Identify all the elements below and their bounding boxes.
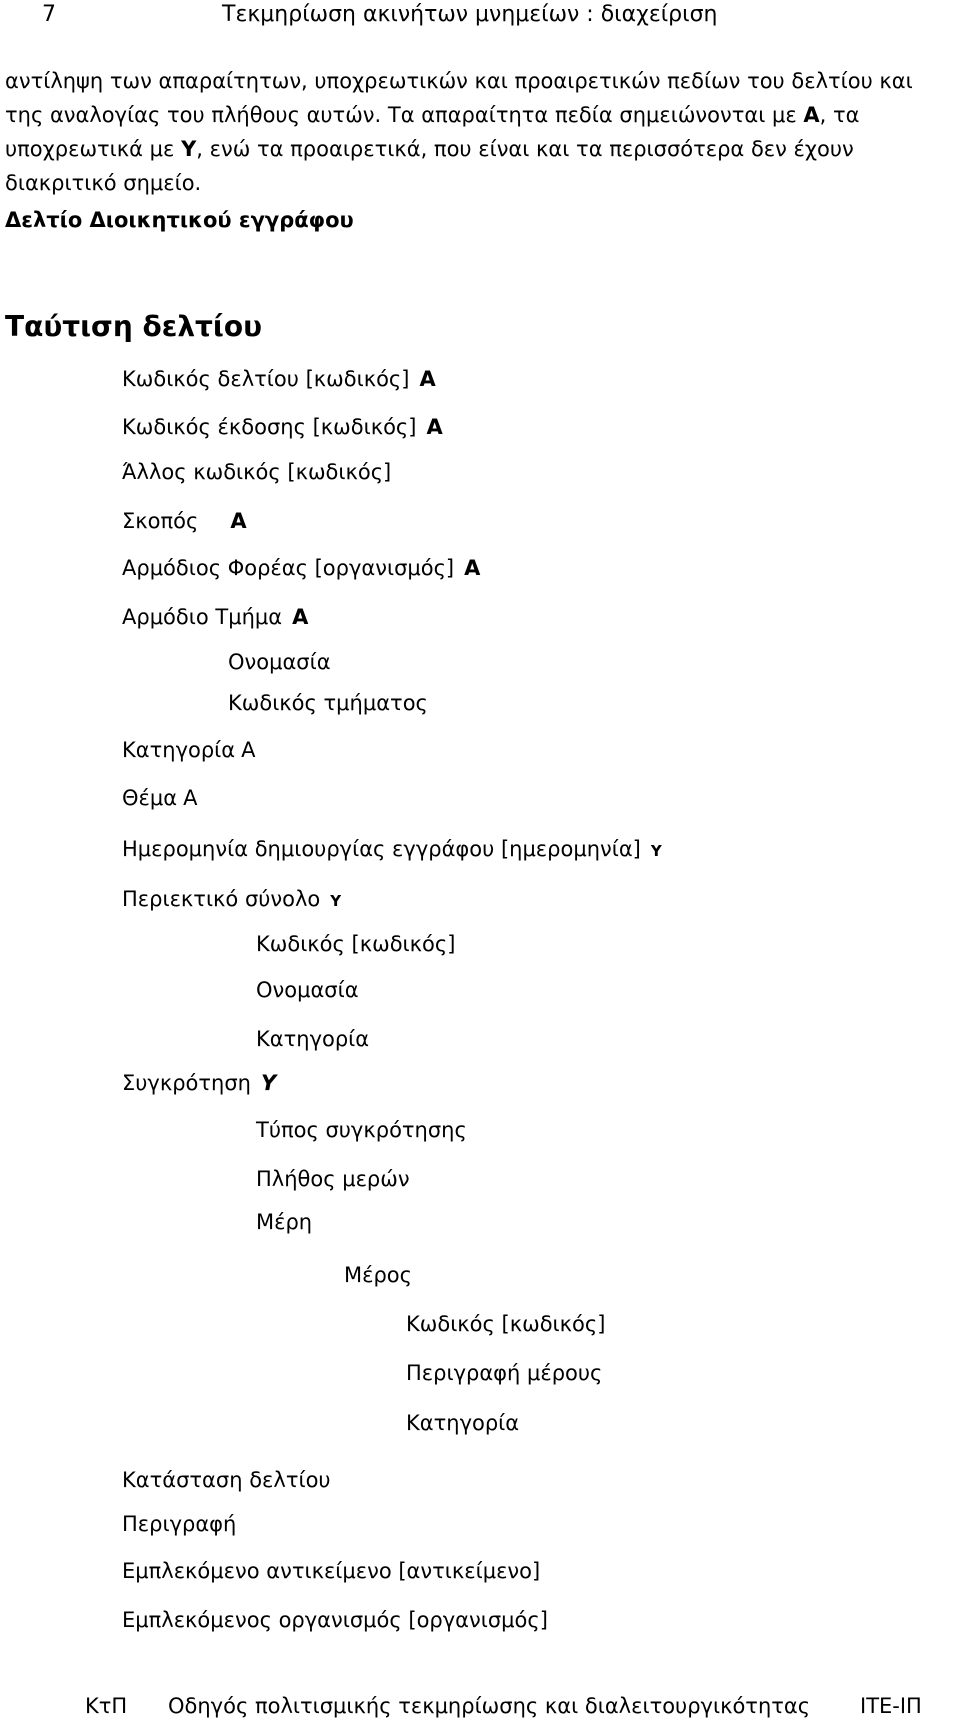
intro-paragraph [5,64,955,200]
field-label: Εμπλεκόμενο αντικείμενο [αντικείμενο] [122,1559,541,1583]
field-label: Κωδικός δελτίου [κωδικός] [122,367,410,391]
mandatory-marker: Υ [650,842,662,860]
required-marker: Α [183,786,198,810]
field-kodikos-deltiou [122,367,436,392]
field-emplekomenos-organismos [122,1608,548,1633]
intro-line-2: της αναλογίας του πλήθους αυτών. Τα απαραίτητα πεδία σημειώνονται με Α, τα [5,103,860,127]
field-label: Εμπλεκόμενος οργανισμός [οργανισμός] [122,1608,548,1632]
page-number: 7 [42,2,56,27]
field-label: Αρμόδιο Τμήμα [122,605,283,629]
field-label: Κωδικός τμήματος [228,691,428,715]
field-label: Κατάσταση δελτίου [122,1468,331,1492]
mandatory-marker: Υ [330,892,342,910]
field-label: Άλλος κωδικός [κωδικός] [122,460,392,484]
field-katastasi [122,1468,331,1493]
field-label: Περιγραφή μέρους [406,1361,603,1385]
mandatory-marker: Υ [260,1071,277,1095]
field-label: Ημερομηνία δημιουργίας εγγράφου [ημερομηνία] [122,837,641,861]
field-label: Μέρος [344,1263,412,1287]
field-label: Κατηγορία [406,1411,520,1435]
field-label: Πλήθος μερών [256,1167,410,1191]
form-title: Δελτίο Διοικητικού εγγράφου [5,208,354,232]
field-label: Ονομασία [256,978,359,1002]
footer-center: Οδηγός πολιτισμικής τεκμηρίωσης και διαλειτουργικότητας [168,1694,811,1718]
intro-line-1: αντίληψη των απαραίτητων, υποχρεωτικών και προαιρετικών πεδίων του δελτίου και [5,69,913,93]
field-label: Συγκρότηση [122,1071,251,1095]
field-armodios-foreas [122,556,480,581]
required-marker: Α [292,605,309,629]
field-meros-kodikos [406,1312,605,1337]
intro-line-4: διακριτικό σημείο. [5,171,202,195]
required-marker: Α [230,509,247,533]
field-katigoria [122,738,256,763]
field-tmima-kodikos [228,691,428,716]
required-marker: Α [419,367,436,391]
field-tmima-onomasia [228,650,331,675]
required-marker: Α [241,738,256,762]
field-periektiko-katigoria [256,1027,369,1052]
field-sygkrotisi [122,1071,276,1096]
field-meri [256,1210,312,1235]
field-armodio-tmima [122,605,308,630]
field-meros-perigrafi [406,1361,602,1386]
field-thema [122,786,197,811]
required-marker: Α [464,556,481,580]
field-label: Μέρη [256,1210,313,1234]
running-title: Τεκμηρίωση ακινήτων μνημείων : διαχείριση [222,2,718,27]
field-periektiko-onomasia [256,978,359,1003]
field-perigrafi [122,1512,236,1537]
field-periektiko-synolo [122,887,341,912]
field-skopos [122,509,247,534]
mandatory-marker: Υ [181,137,197,161]
field-label: Κατηγορία [256,1027,370,1051]
field-imerominia [122,837,662,862]
required-marker: Α [803,103,820,127]
field-allos-kodikos [122,460,391,485]
field-label: Σκοπός [122,509,199,533]
field-periektiko-kodikos [256,932,455,957]
field-label: Κατηγορία [122,738,236,762]
field-label: Αρμόδιος Φορέας [οργανισμός] [122,556,455,580]
field-label: Περιεκτικό σύνολο [122,887,321,911]
field-label: Περιγραφή [122,1512,237,1536]
field-label: Ονομασία [228,650,331,674]
field-emplekomeno-antikeimeno [122,1559,540,1584]
section-title: Ταύτιση δελτίου [5,310,262,343]
field-label: Θέμα [122,786,178,810]
field-meros [344,1263,412,1288]
intro-line-3: υποχρεωτικά με Υ, ενώ τα προαιρετικά, που είναι και τα περισσότερα δεν έχουν [5,137,854,161]
footer-right: ΙΤΕ-ΙΠ [860,1694,922,1718]
field-plithos-meron [256,1167,410,1192]
field-meros-katigoria [406,1411,519,1436]
field-label: Κωδικός [κωδικός] [406,1312,606,1336]
field-label: Τύπος συγκρότησης [256,1118,467,1142]
required-marker: Α [426,415,443,439]
field-label: Κωδικός έκδοσης [κωδικός] [122,415,417,439]
field-kodikos-ekdosis [122,415,443,440]
field-label: Κωδικός [κωδικός] [256,932,456,956]
field-typos-sygkrotisis [256,1118,467,1143]
footer-left: ΚτΠ [85,1694,128,1718]
